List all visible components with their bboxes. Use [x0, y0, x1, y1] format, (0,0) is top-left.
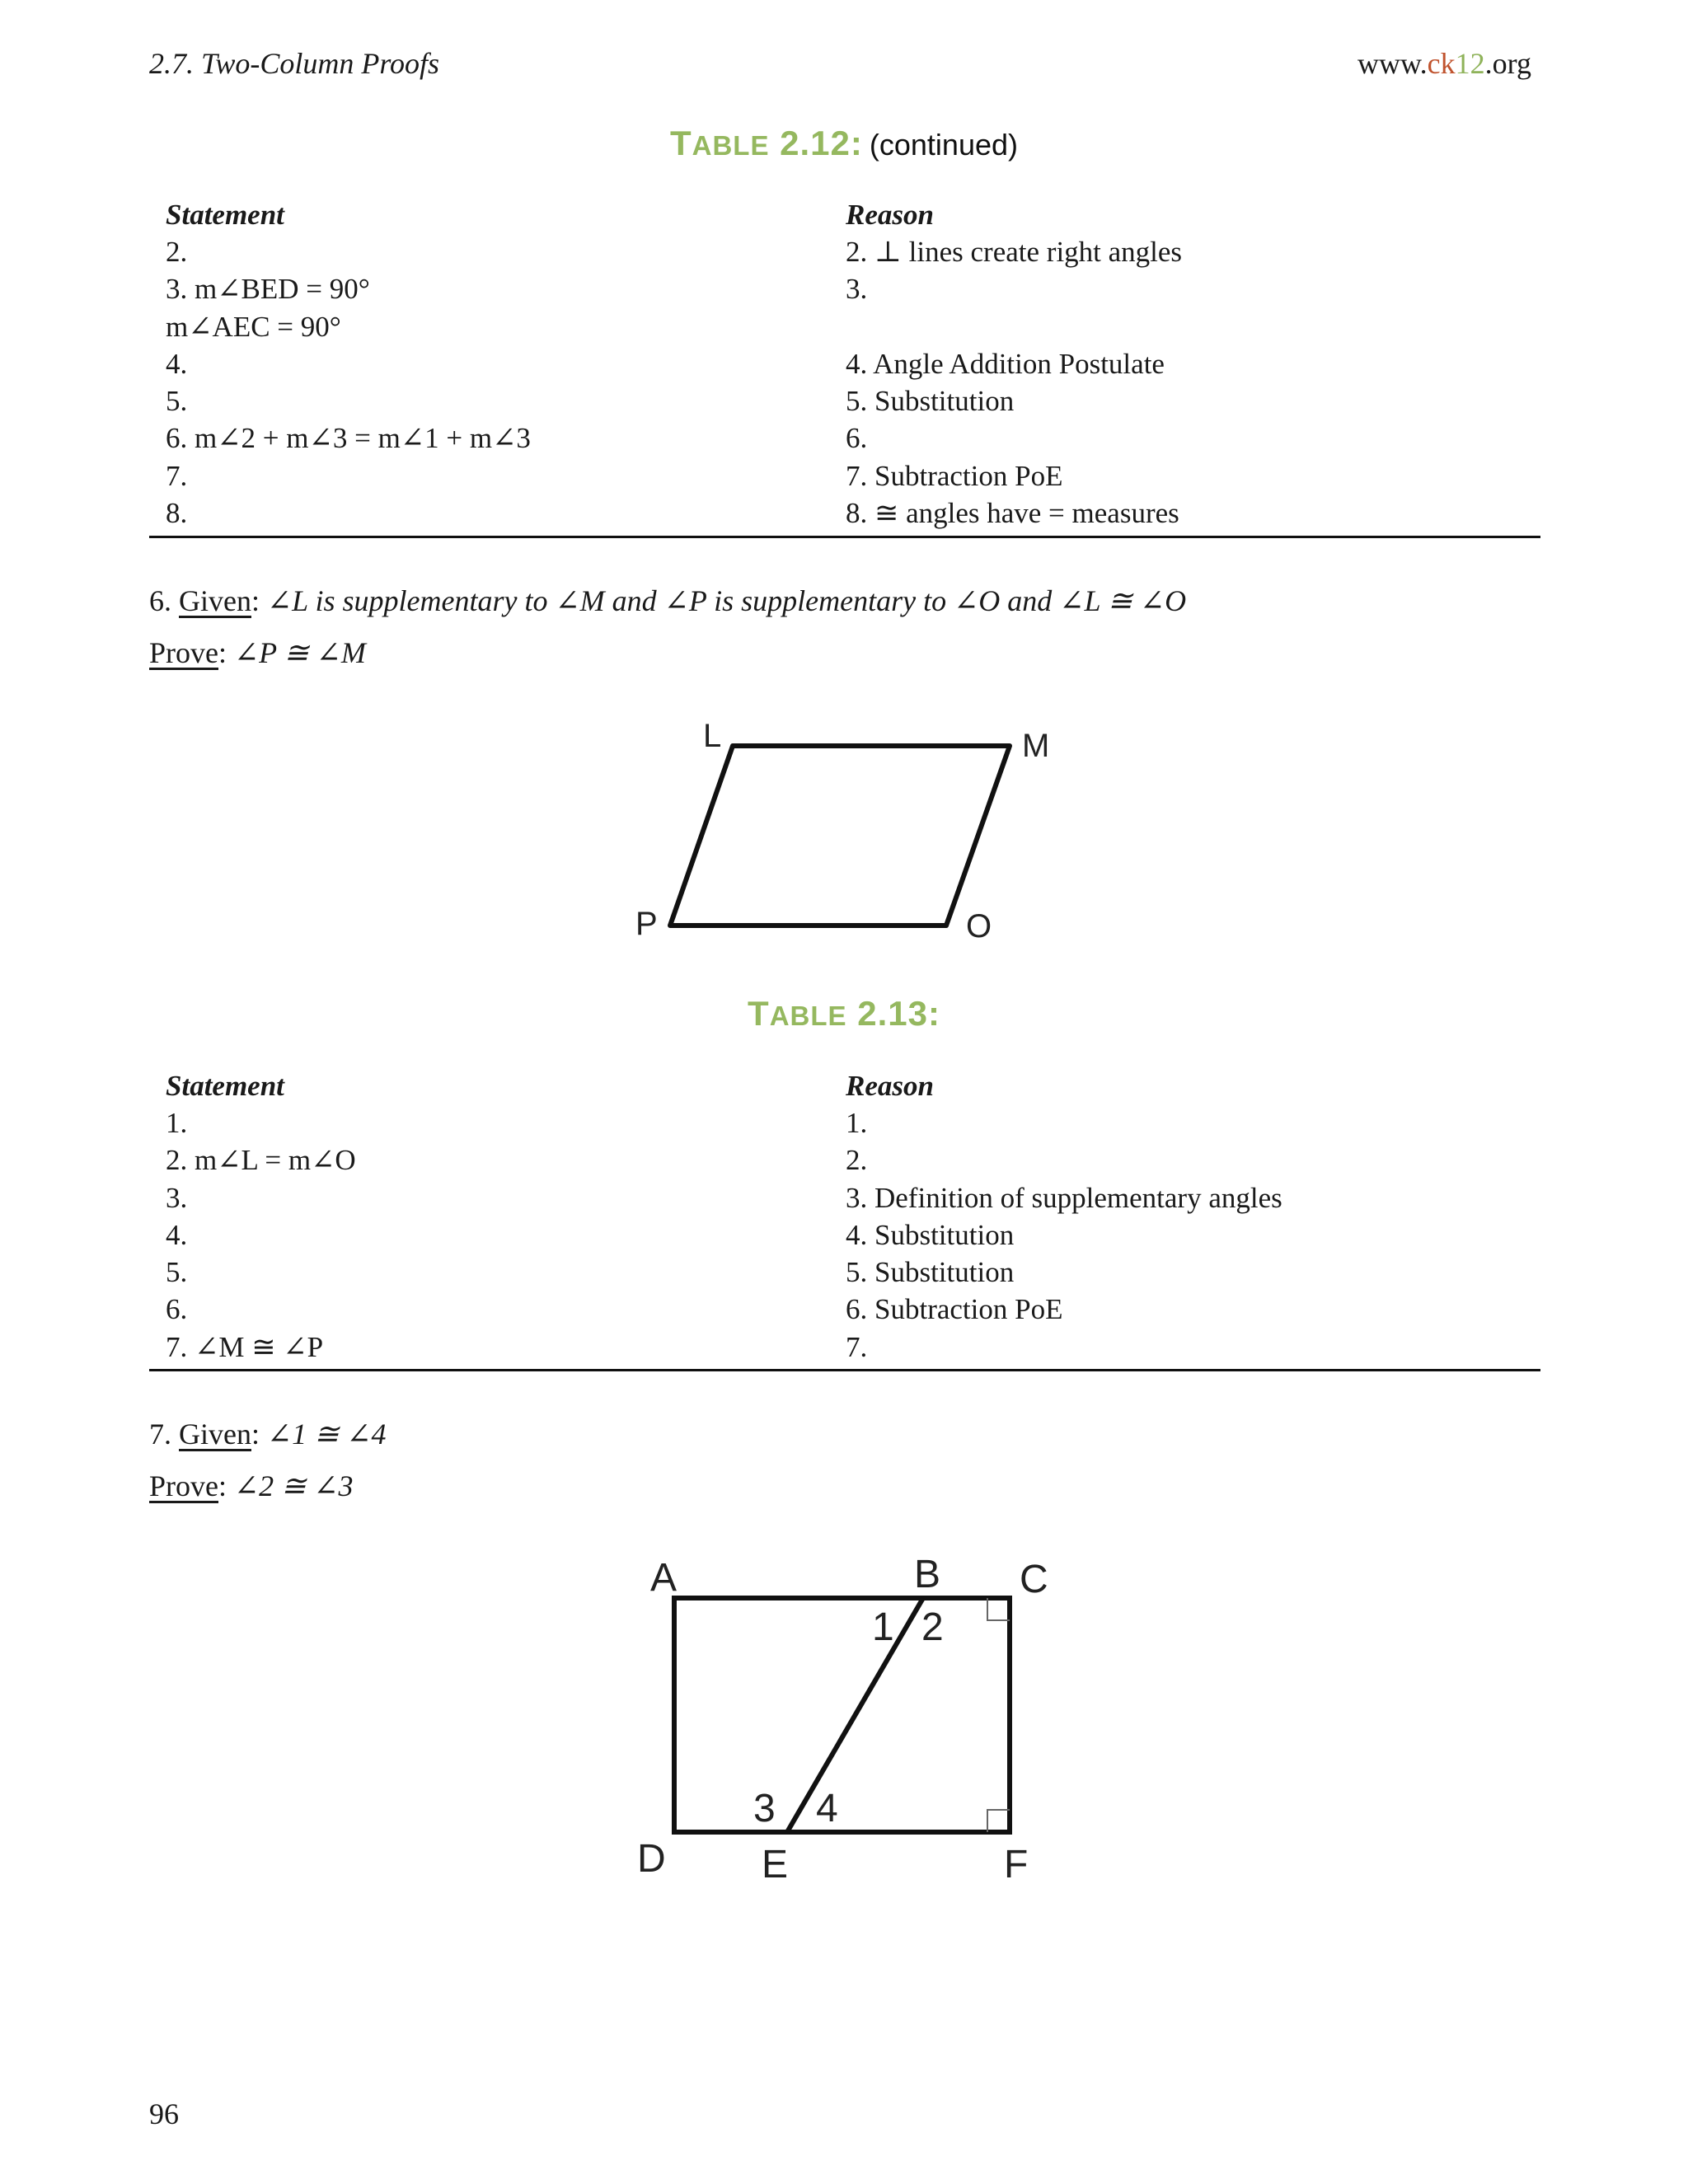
statement-cell: 6. m∠2 + m∠3 = m∠1 + m∠3: [166, 422, 531, 455]
problem-number: 6.: [149, 584, 171, 617]
reason-cell: 2.: [846, 1144, 868, 1177]
vertex-label-m: M: [1022, 728, 1050, 764]
angle-label-3: 3: [753, 1787, 776, 1830]
statement-cell: 5.: [166, 385, 188, 418]
url-12: 12: [1455, 47, 1485, 80]
section-header: 2.7. Two-Column Proofs: [149, 47, 440, 80]
reason-cell: 7.: [846, 1330, 868, 1363]
right-angle-mark-c: [987, 1598, 1010, 1620]
statement-header: Statement: [166, 1069, 284, 1102]
statement-cell: 6.: [166, 1293, 188, 1326]
reason-cell: 5. Substitution: [846, 1256, 1015, 1289]
statement-cell: 3. m∠BED = 90°: [166, 273, 370, 306]
reason-cell: 3. Definition of supplementary angles: [846, 1181, 1282, 1214]
reason-cell: 4. Angle Addition Postulate: [846, 347, 1165, 380]
given-text: ∠1 ≅ ∠4: [267, 1418, 387, 1451]
angle-label-4: 4: [816, 1787, 838, 1830]
reason-cell: 6. Subtraction PoE: [846, 1293, 1063, 1326]
reason-cell: 8. ≅ angles have = measures: [846, 497, 1179, 530]
given-text: ∠L is supplementary to ∠M and ∠P is supplementary to ∠O and ∠L ≅ ∠O: [267, 584, 1187, 617]
reason-cell: 1.: [846, 1106, 868, 1139]
problem-7-prove: Prove: ∠2 ≅ ∠3: [149, 1469, 354, 1502]
url-ck: ck: [1427, 47, 1456, 80]
reason-cell: 4. Substitution: [846, 1218, 1015, 1251]
reason-header: Reason: [846, 198, 934, 231]
reason-header: Reason: [846, 1069, 934, 1102]
right-angle-mark-f: [987, 1810, 1010, 1832]
prove-label: Prove: [149, 636, 218, 669]
vertex-label-a: A: [650, 1556, 678, 1600]
caption-label: TABLE 2.12:: [669, 124, 863, 162]
statement-cell: 2. m∠L = m∠O: [166, 1144, 356, 1177]
reason-cell: 3.: [846, 273, 868, 306]
reason-cell: 6.: [846, 422, 868, 455]
reason-cell: 5. Substitution: [846, 385, 1015, 418]
given-label: Given: [179, 584, 251, 617]
given-label: Given: [179, 1418, 251, 1451]
vertex-label-b: B: [914, 1553, 941, 1596]
statement-cell: 4.: [166, 347, 188, 380]
problem-number: 7.: [149, 1418, 171, 1451]
reason-cell: 7. Subtraction PoE: [846, 459, 1063, 492]
statement-cell: 1.: [166, 1106, 188, 1139]
statement-cell: 5.: [166, 1256, 188, 1289]
page-number: 96: [149, 2097, 179, 2130]
statement-cell: 4.: [166, 1218, 188, 1251]
segment-be: [787, 1598, 923, 1832]
vertex-label-o: O: [966, 908, 992, 944]
vertex-label-l: L: [703, 718, 722, 754]
angle-label-2: 2: [921, 1605, 944, 1649]
statement-cell: 3.: [166, 1181, 188, 1214]
problem-7-given: 7. Given: ∠1 ≅ ∠4: [149, 1418, 387, 1451]
vertex-label-d: D: [637, 1837, 666, 1881]
caption-label: TABLE 2.13:: [748, 994, 940, 1033]
statement-cell: m∠AEC = 90°: [166, 310, 341, 343]
vertex-label-f: F: [1004, 1843, 1029, 1886]
statement-header: Statement: [166, 198, 284, 231]
statement-cell: 7. ∠M ≅ ∠P: [166, 1330, 324, 1363]
statement-cell: 7.: [166, 459, 188, 492]
caption-continued: (continued): [869, 128, 1018, 162]
angle-label-1: 1: [872, 1605, 894, 1649]
prove-label: Prove: [149, 1469, 218, 1502]
reason-cell: 2. ⊥ lines create right angles: [846, 235, 1183, 268]
problem-6-given: 6. Given: ∠L is supplementary to ∠M and ∠P is supplementary to ∠O and ∠L ≅ ∠O: [149, 584, 1187, 617]
prove-text: ∠P ≅ ∠M: [234, 636, 366, 669]
url-prefix: www.: [1357, 47, 1428, 80]
problem-6-prove: Prove: ∠P ≅ ∠M: [149, 636, 366, 669]
vertex-label-e: E: [762, 1843, 789, 1886]
statement-cell: 2.: [166, 235, 188, 268]
url-suffix: .org: [1484, 47, 1531, 80]
statement-cell: 8.: [166, 497, 188, 530]
vertex-label-p: P: [635, 906, 658, 942]
rectangle-acfd: [674, 1598, 1010, 1832]
vertex-label-c: C: [1020, 1558, 1048, 1601]
prove-text: ∠2 ≅ ∠3: [234, 1469, 354, 1502]
